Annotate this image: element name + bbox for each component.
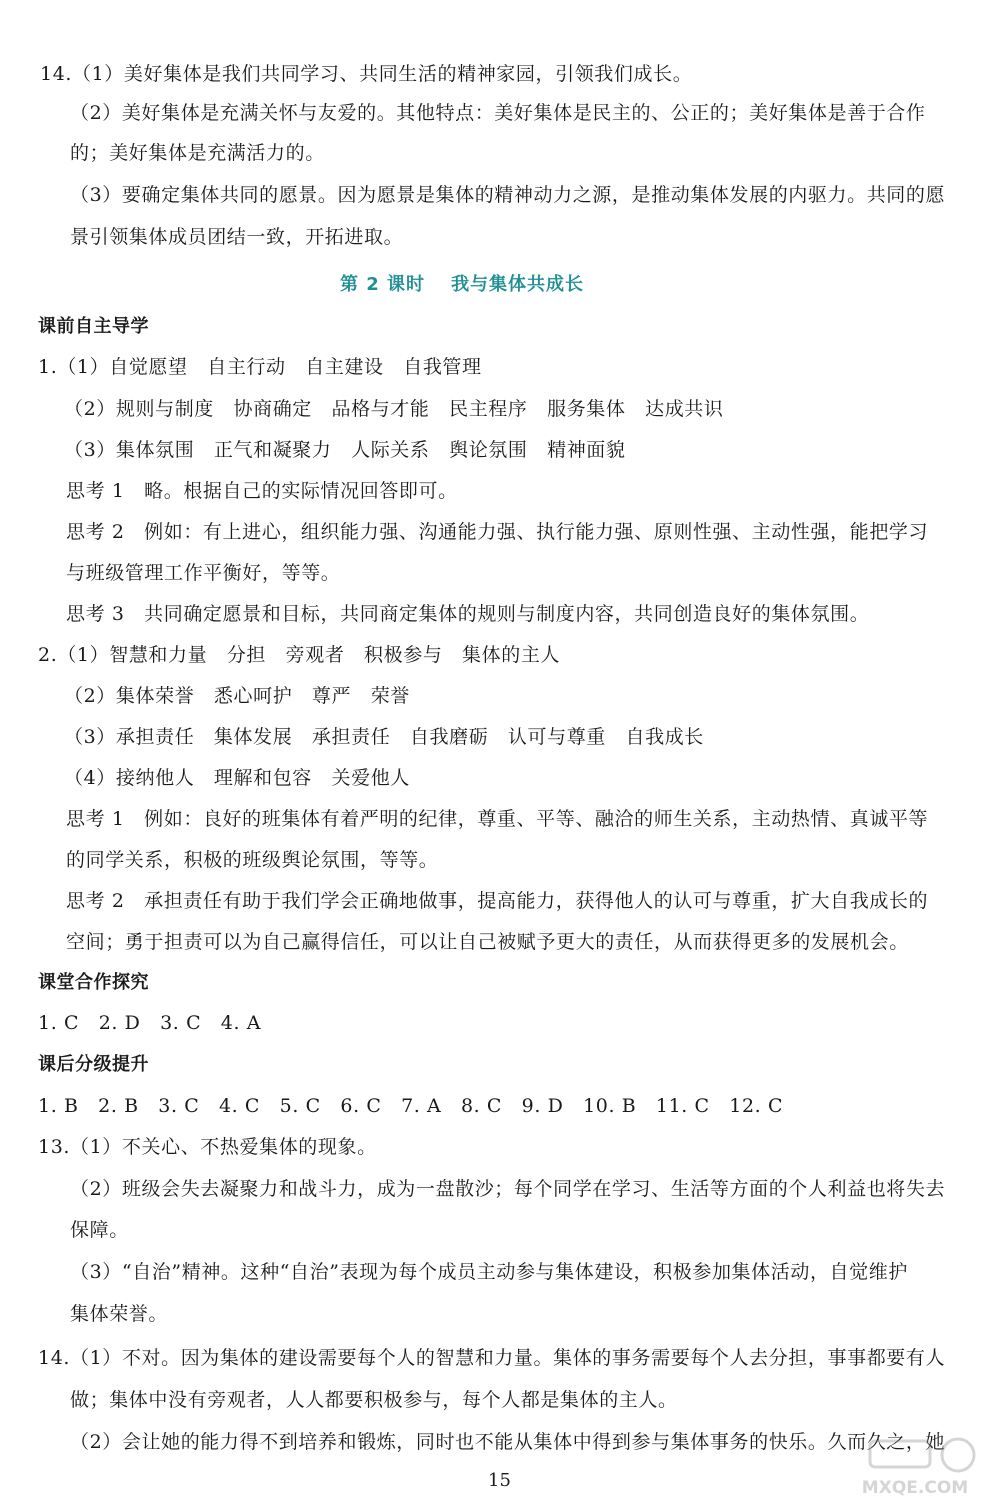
answer-line: 与班级管理工作平衡好，等等。 [66,562,341,584]
answer-line: 13.（1）不关心、不热爱集体的现象。 [38,1136,377,1158]
answer-line: （3）集体氛围 正气和凝聚力 人际关系 舆论氛围 精神面貌 [64,439,626,461]
answer-line: 2.（1）智慧和力量 分担 旁观者 积极参与 集体的主人 [38,644,561,666]
answer-line: （2）集体荣誉 悉心呵护 尊严 荣誉 [64,685,410,707]
section-heading: 课后分级提升 [38,1054,149,1075]
answer-line: 思考 2 承担责任有助于我们学会正确地做事，提高能力，获得他人的认可与尊重，扩大自我成长的 [66,890,929,912]
answer-line: 的；美好集体是充满活力的。 [70,142,325,164]
answer-line: 空间；勇于担责可以为自己赢得信任，可以让自己被赋予更大的责任，从而获得更多的发展机会。 [66,931,909,953]
answer-line: （2）规则与制度 协商确定 品格与才能 民主程序 服务集体 达成共识 [64,398,724,420]
answer-line: 1. B 2. B 3. C 4. C 5. C 6. C 7. A 8. C 9. D 10. B 11. C 12. C [38,1095,784,1117]
answer-line: 1. C 2. D 3. C 4. A [38,1012,262,1034]
answer-line: 思考 2 例如：有上进心，组织能力强、沟通能力强、执行能力强、原则性强、主动性强，能把学习 [66,521,929,543]
section-heading: 课堂合作探究 [38,972,149,993]
answer-line: 保障。 [70,1219,129,1241]
lesson-number: 第 2 课时 [340,274,426,295]
answer-line: 集体荣誉。 [70,1303,169,1325]
svg-text:MXQE.COM: MXQE.COM [861,1478,969,1498]
answer-line: （2）班级会失去凝聚力和战斗力，成为一盘散沙；每个同学在学习、生活等方面的个人利益也将失去 [70,1178,946,1200]
answer-line: 1.（1）自觉愿望 自主行动 自主建设 自我管理 [38,356,482,378]
answer-line: 14.（1）不对。因为集体的建设需要每个人的智慧和力量。集体的事务需要每个人去分担，事事都要有人 [38,1347,946,1369]
lesson-title [340,270,584,296]
answer-line: （2）会让她的能力得不到培养和锻炼，同时也不能从集体中得到参与集体事务的快乐。久而久之，她 [70,1431,946,1453]
answer-line: （2）美好集体是充满关怀与友爱的。其他特点：美好集体是民主的、公正的；美好集体是善于合作 [70,102,926,124]
answer-line: （3）要确定集体共同的愿景。因为愿景是集体的精神动力之源，是推动集体发展的内驱力。共同的愿 [70,184,946,206]
page-number: 15 [488,1470,511,1491]
watermark-logo [840,1431,990,1501]
answer-line: 思考 3 共同确定愿景和目标，共同商定集体的规则与制度内容，共同创造良好的集体氛围。 [66,603,870,625]
answer-line: （3）承担责任 集体发展 承担责任 自我磨砺 认可与尊重 自我成长 [64,726,704,748]
answer-line: （3）“自治”精神。这种“自治”表现为每个成员主动参与集体建设，积极参加集体活动，自觉维护 [70,1261,908,1283]
lesson-name: 我与集体共成长 [451,274,585,295]
answer-line: 做；集体中没有旁观者，人人都要积极参与，每个人都是集体的主人。 [70,1389,678,1411]
answer-line: 思考 1 略。根据自己的实际情况回答即可。 [66,480,458,502]
answer-line: （4）接纳他人 理解和包容 关爱他人 [64,767,410,789]
answer-line: 的同学关系，积极的班级舆论氛围，等等。 [66,849,439,871]
answer-line: 14.（1）美好集体是我们共同学习、共同生活的精神家园，引领我们成长。 [40,63,693,85]
section-heading: 课前自主导学 [38,316,149,337]
answer-line: 景引领集体成员团结一致，开拓进取。 [70,226,404,248]
answer-line: 思考 1 例如：良好的班集体有着严明的纪律，尊重、平等、融洽的师生关系，主动热情、真诚平等 [66,808,929,830]
